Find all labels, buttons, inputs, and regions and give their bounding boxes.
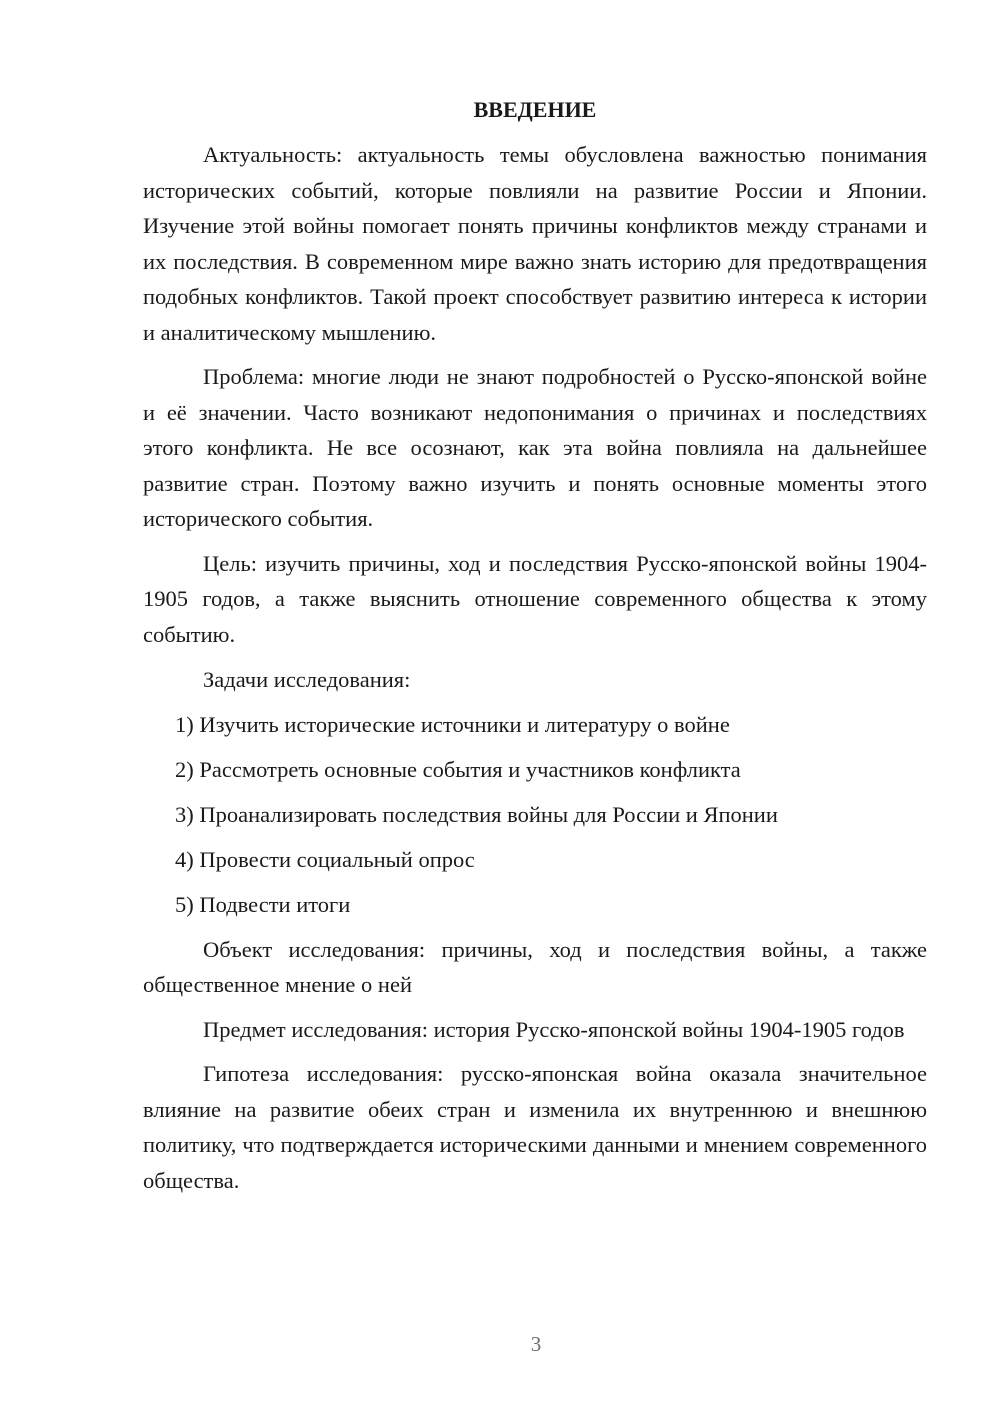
- tasks-title: Задачи исследования:: [203, 667, 411, 692]
- section-heading: ВВЕДЕНИЕ: [473, 97, 597, 122]
- list-item: 2) Рассмотреть основные события и участников конфликта: [175, 757, 741, 782]
- problem-paragraph: Проблема: многие люди не знают подробностей о Русско-японской войне и её значении. Часто возникают недопонимания о причинах и последствиях этого конфликта. Не все осознают, как эта война повлияла на дальнейшее развитие стран. Поэтому важно изучить и понять основные моменты этого исторического события.: [143, 364, 927, 531]
- list-item: 5) Подвести итоги: [175, 892, 351, 917]
- subject-paragraph: Предмет исследования: история Русско-японской войны 1904-1905 годов: [203, 1016, 905, 1042]
- page-number: 3: [530, 1332, 542, 1356]
- tasks-list: [143, 707, 927, 923]
- relevance-paragraph: Актуальность: актуальность темы обусловлена важностью понимания исторических событий, которые повлияли на развитие России и Японии. Изучение этой войны помогает понять причины конфликтов между странами и их последствия. В современном мире важно знать историю для предотвращения подобных конфликтов. Такой проект способствует развитию интереса к истории и аналитическому мышлению.: [143, 142, 927, 345]
- object-paragraph: Объект исследования: причины, ход и последствия войны, а также общественное мнение о ней: [143, 936, 927, 997]
- page-content: [143, 92, 927, 1198]
- goal-paragraph: Цель: изучить причины, ход и последствия Русско-японской войны 1904-1905 годов, а также выяснить отношение современного общества к этому событию.: [143, 550, 927, 647]
- list-item: 4) Провести социальный опрос: [175, 847, 475, 872]
- list-item: 3) Проанализировать последствия войны для России и Японии: [175, 802, 778, 827]
- list-item: 1) Изучить исторические источники и литературу о войне: [175, 712, 730, 737]
- hypothesis-paragraph: Гипотеза исследования: русско-японская война оказала значительное влияние на развитие обеих стран и изменила их внутреннюю и внешнюю политику, что подтверждается историческими данными и мнением современного общества.: [143, 1061, 927, 1193]
